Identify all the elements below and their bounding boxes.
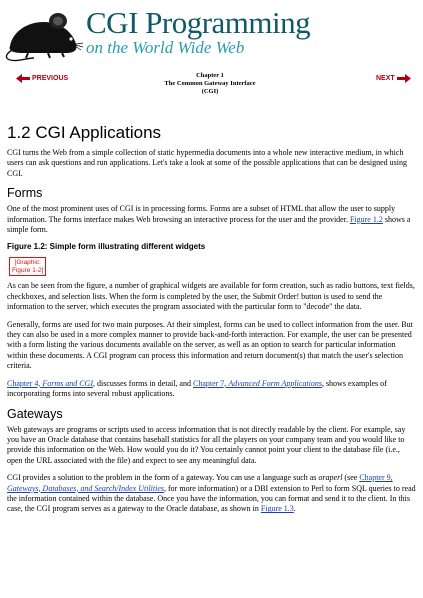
- chapter-4-link[interactable]: Chapter 4, Forms and CGI: [7, 378, 93, 388]
- gateways-paragraph-1: Web gateways are programs or scripts used to access information that is not directly readable by the client. For example, say you have an Oracle database that contains baseball statistics for all the players on your company team and you would like to provide this information on the Web. How would you do it? You certainly cannot point your client to the database file (i.e., open the URL associated with the file) and expect to see any meaningful data.: [7, 424, 406, 465]
- gateways-heading: Gateways: [7, 406, 63, 421]
- section-title: 1.2 CGI Applications: [7, 123, 162, 142]
- banner: [0, 0, 423, 62]
- forms-heading: Forms: [7, 186, 43, 201]
- figure-caption: Figure 1.2: Simple form illustrating different widgets: [7, 242, 206, 252]
- chapter-header: [104, 72, 316, 96]
- arrow-right-icon: [397, 74, 411, 83]
- banner-subtitle: on the World Wide Web: [86, 38, 245, 57]
- graphic-placeholder: [Graphic: Figure 1-2]: [9, 257, 46, 276]
- mouse-logo: [4, 6, 84, 62]
- arrow-left-icon: [16, 74, 30, 83]
- forms-paragraph-2: As can be seen from the figure, a number of graphical widgets are available for form creation, such as radio buttons, text fields, checkboxes, and selection lists. When the form is completed by the user, the Submit Order! button is used to send the information to the server, which executes the program associated with the particular form to "decode" the data.: [7, 281, 415, 312]
- forms-paragraph-3: Generally, forms are used for two main purposes. At their simplest, forms can be used to collect information from the user. But they can also be used in a more complex manner to provide back-and-forth interaction. For example, the user can be presented with a form listing the various documents available on the server, as well as an option to search for particular information within these documents. A CGI program can process this information and return document(s) that match the user's selection criteria.: [7, 319, 413, 371]
- figure-1-3-link[interactable]: Figure 1.3: [260, 504, 294, 514]
- intro-paragraph: CGI turns the Web from a simple collection of static hypermedia documents into a whole new interactive medium, in which users can ask questions and run applications. Let's take a look at some of the possible applications that can be designed using CGI.: [7, 148, 408, 178]
- gateways-paragraph-2: CGI provides a solution to the problem in the form of a gateway. You can use a language such as oraperl (see Chapter 9, Gateways, Databases, and Search/Index Utilities, for more information) or a DBI extension to Perl to form SQL queries to read the information contained within the database. Once you have the information, you can format and send it to the client. In this case, the CGI program serves as a gateway to the Oracle database, as shown in Figure 1.3.: [7, 473, 416, 514]
- previous-button[interactable]: [16, 74, 68, 83]
- chapter-7-link[interactable]: Chapter 7, Advanced Form Applications: [192, 378, 322, 388]
- figure-1-2-link[interactable]: Figure 1.2: [349, 214, 383, 224]
- forms-paragraph-4: Chapter 4, Forms and CGI, discusses forms in detail, and Chapter 7, Advanced Form Applications, shows examples of incorporating forms into several robust applications.: [7, 378, 387, 399]
- chapter-abbr: (CGI): [201, 88, 219, 95]
- next-button[interactable]: [376, 74, 411, 83]
- forms-paragraph-1: One of the most prominent uses of CGI is in processing forms. Forms are a subset of HTML that allow the user to supply information. The forms interface makes Web browsing an interactive process for the user and the provider. Figure 1.2 shows a simple form.: [7, 204, 411, 235]
- main-content: [7, 123, 417, 522]
- chapter-9-link[interactable]: Chapter 9, Gateways, Databases, and Search/Index Utilities: [7, 473, 393, 493]
- next-label: NEXT: [376, 75, 395, 82]
- chapter-number: Chapter 1: [196, 72, 224, 79]
- banner-title: CGI Programming: [86, 5, 311, 40]
- previous-label: PREVIOUS: [32, 75, 69, 82]
- chapter-name: The Common Gateway Interface: [164, 80, 256, 87]
